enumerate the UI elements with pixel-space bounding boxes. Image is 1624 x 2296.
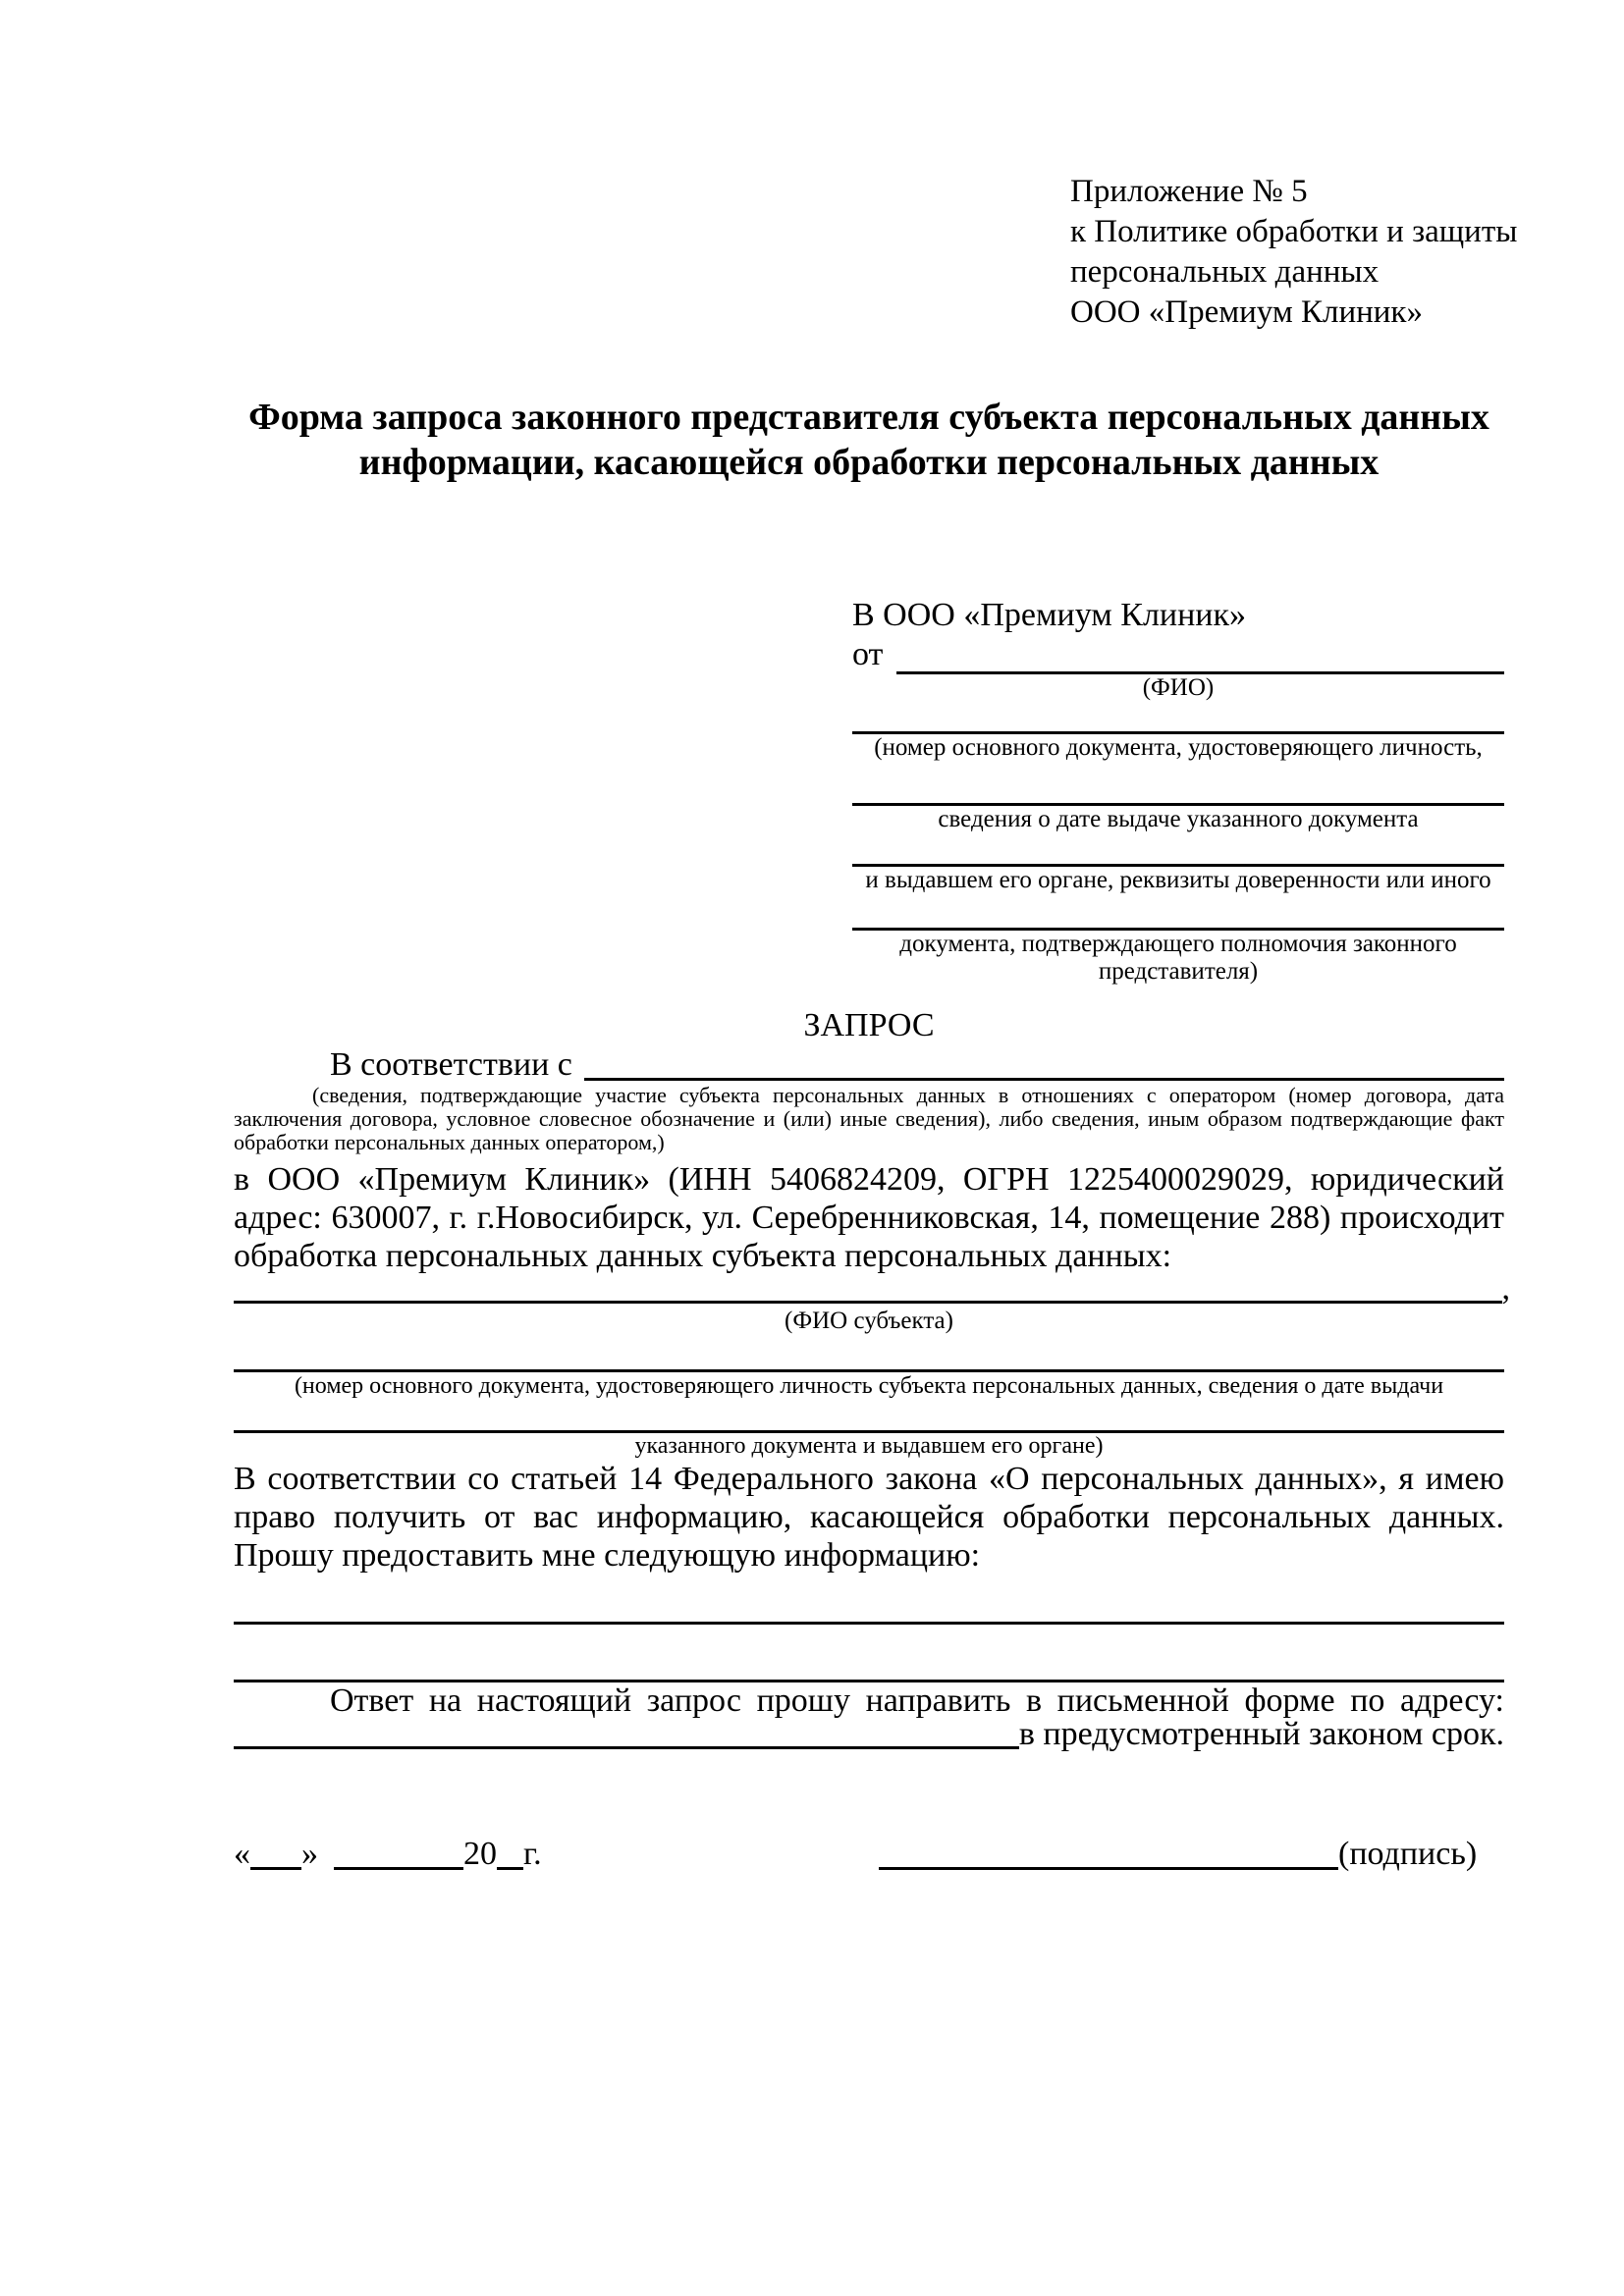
from-blank-line	[896, 635, 1504, 674]
address-blank-line	[234, 1720, 1019, 1749]
law-paragraph: В соответствии со статьей 14 Федерального закона «О персональных данных», я имею право получить от вас информацию, касающейся обработки персональных данных. Прошу предоставить мне следующую информацию:	[234, 1461, 1504, 1574]
page-title-line2: информации, касающейся обработки персональных данных	[358, 442, 1380, 483]
year-prefix: 20	[463, 1836, 497, 1872]
doc-caption: (номер основного документа, удостоверяющего личность,	[874, 734, 1483, 761]
annex-note-line: Приложение № 5	[1070, 174, 1308, 209]
from-label: от	[852, 636, 884, 672]
annex-note	[1070, 172, 1517, 333]
annex-note-line: к Политике обработки и защиты	[1070, 214, 1518, 249]
paragraph-indent	[234, 1048, 330, 1081]
doc-caption: сведения о дате выдаче указанного документа	[938, 806, 1419, 832]
month-blank-line	[334, 1838, 463, 1870]
signature-caption: (подпись)	[1338, 1836, 1478, 1872]
blank-line	[852, 775, 1504, 806]
blank-line	[234, 1340, 1504, 1372]
signature-row	[879, 1838, 1477, 1870]
accordance-label: В соответствии с	[330, 1046, 572, 1083]
accordance-blank-line	[584, 1048, 1504, 1081]
quote-close: »	[301, 1836, 318, 1872]
year-blank-line	[497, 1838, 523, 1870]
fio-caption: (ФИО)	[1142, 674, 1215, 701]
date-gap	[318, 1838, 334, 1870]
doc-caption: и выдавшем его органе, реквизиты доверенности или иного	[865, 867, 1491, 893]
signature-blank-line	[879, 1838, 1338, 1870]
subject-fio-caption: (ФИО субъекта)	[785, 1308, 953, 1334]
blank-line	[234, 1401, 1504, 1433]
doc-caption: документа, подтверждающего полномочия законного представителя)	[899, 931, 1457, 985]
page-title-line1: Форма запроса законного представителя субъекта персональных данных	[248, 397, 1489, 438]
accordance-row	[234, 1048, 1504, 1081]
blank-line	[234, 1590, 1504, 1625]
annex-note-line: ООО «Премиум Клиник»	[1070, 294, 1423, 330]
response-paragraph: Ответ на настоящий запрос прошу направить в письменной форме по адресу:	[330, 1682, 1504, 1719]
addressee-block	[852, 596, 1504, 986]
annex-note-line: персональных данных	[1070, 254, 1380, 290]
date-row	[234, 1838, 542, 1870]
request-heading: ЗАПРОС	[803, 1007, 935, 1043]
page-title	[234, 395, 1504, 485]
response-tail: в предусмотренный законом срок.	[1018, 1716, 1504, 1752]
subject-fio-row	[234, 1270, 1510, 1307]
from-row	[852, 635, 1504, 674]
subject-doc-caption-line2: указанного документа и выдавшем его органе)	[634, 1433, 1104, 1459]
explanatory-note: (сведения, подтверждающие участие субъекта персональных данных в отношениях с оператором (номер договора, дата заключения договора, условное словесное обозначение и (или) иные сведения), либо сведения, иным образом подтверждающие факт обработки персональных данных оператором,)	[234, 1083, 1504, 1154]
quote-open: «	[234, 1836, 250, 1872]
blank-line	[234, 1648, 1504, 1682]
year-suffix: г.	[523, 1836, 542, 1872]
trailing-comma: ,	[1501, 1270, 1510, 1307]
day-blank-line	[250, 1838, 301, 1870]
blank-line	[852, 836, 1504, 867]
subject-doc-caption-line1: (номер основного документа, удостоверяющего личность субъекта персональных данных, сведения о дате выдачи	[294, 1373, 1444, 1399]
blank-line	[852, 900, 1504, 931]
addressee-to: В ООО «Премиум Клиник»	[852, 597, 1247, 633]
blank-line	[852, 702, 1504, 734]
response-address-row	[234, 1716, 1504, 1752]
subject-fio-blank-line	[234, 1274, 1502, 1304]
operator-paragraph: в ООО «Премиум Клиник» (ИНН 5406824209, ОГРН 1225400029029, юридический адрес: 630007, г. г.Новосибирск, ул. Серебренниковская, 14, помещение 288) происходит обработка персональных данных субъекта персональных данных:	[234, 1161, 1504, 1274]
